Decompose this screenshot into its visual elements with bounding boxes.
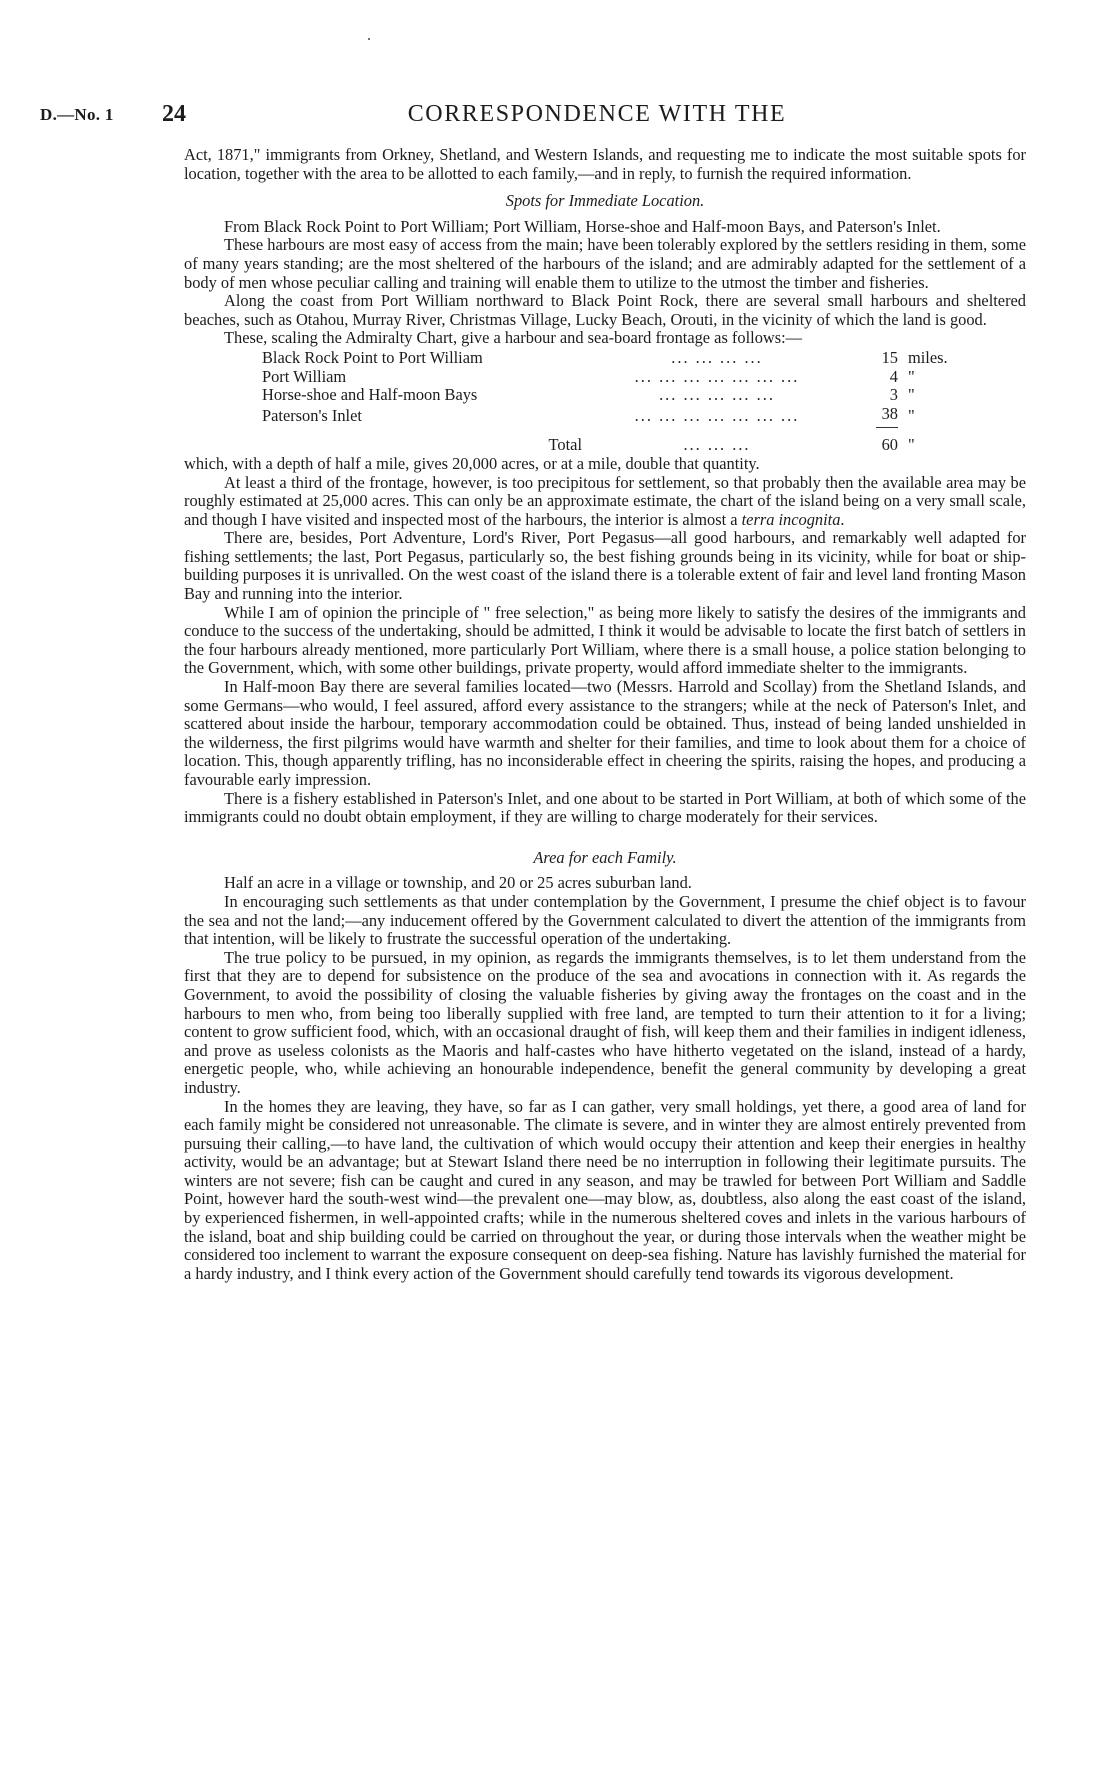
paragraph-free-selection: While I am of opinion the principle of " free selection," as being more likely to satisfy the desires of the immigrants and conduce to the success of the undertaking, should be admitted, I think it would be advisable to locate the first batch of settlers in the four harbours already mentioned, more particularly Port William, where there is a small house, a police station belonging to the Government, which, with some other buildings, private property, would afford immediate shelter to the immigrants. <box>184 602 1026 678</box>
running-title: CORRESPONDENCE WITH THE <box>407 101 787 127</box>
frontage-table <box>262 349 978 455</box>
leader-dots: ... ... ... ... ... ... ... <box>634 406 800 426</box>
table-row <box>262 349 978 368</box>
estimate-text: At least a third of the frontage, however, is too precipitous for settlement, so that probably then the available area may be roughly estimated at 25,000 acres. This can only be an approximate estimate, the chart of the island being on a very small scale, and though I have visited and inspected most of the harbours, the interior is almost a <box>184 472 1026 529</box>
leader-dots: ... ... ... ... ... <box>659 385 775 405</box>
unit-cell: " <box>908 385 915 405</box>
paragraph-half-moon-bay: In Half-moon Bay there are several families located—two (Messrs. Harrold and Scollay) from the Shetland Islands, and some Germans—who would, I feel assured, afford every assistance to the strangers; while at the neck of Paterson's Inlet, and scattered about inside the harbour, temporary accommodation could be obtained. Thus, instead of being landed unshielded in the wilderness, the first pilgrims would have warmth and shelter for their families, and time to look about them for a choice of location. This, though apparently trifling, has no inconsiderable effect in cheering the spirits, raising the hopes, and producing a favourable early impression. <box>184 677 1026 789</box>
miles-cell: 4 <box>889 366 898 386</box>
leader-dots: ... ... ... ... <box>671 347 763 367</box>
table-row <box>262 386 978 405</box>
document-reference: D.—No. 1 <box>40 105 114 124</box>
miles-cell: 15 <box>881 347 898 367</box>
total-miles: 60 <box>881 435 898 455</box>
table-row <box>262 405 978 429</box>
miles-cell <box>844 405 898 429</box>
leader-dots: ... ... ... <box>683 435 751 455</box>
page-header <box>0 101 1114 131</box>
paragraph-true-policy: The true policy to be pursued, in my opinion, as regards the immigrants themselves, is to let them understand from the first that they are to depend for subsistence on the produce of the sea and avocations in connection with it. As regards the Government, to avoid the possibility of closing the valuable fisheries by giving away the frontages on the coast and in the harbours to men who, from being too liberally supplied with free land, are tempted to turn their attention to it for a living; content to grow sufficient food, which, with an occasional draught of fish, will keep them and their families in indigent idleness, and prove as useless colonists as the Maoris and half-castes who have hitherto vegetated on the island, instead of a hardy, energetic people, who, while achieving an honourable independence, benefit the general community by developing a great industry. <box>184 947 1026 1097</box>
scan-mark <box>368 38 370 40</box>
place-cell: Horse-shoe and Half-moon Bays <box>262 385 478 405</box>
intro-paragraph: Act, 1871," immigrants from Orkney, Shetland, and Western Islands, and requesting me to indicate the most suitable spots for location, together with the area to be allotted to each family,—and in reply, to furnish the required information. <box>184 145 1026 183</box>
paragraph-coast: Along the coast from Port William northward to Black Point Rock, there are several small harbours and sheltered beaches, such as Otahou, Murray River, Christmas Village, Lucky Beach, Orouti, in the vicinity of which the land is good. <box>184 291 1026 329</box>
paragraph-locations: From Black Rock Point to Port William; Port William, Horse-shoe and Half-moon Bays, and Paterson's Inlet. <box>224 216 941 236</box>
place-cell: Paterson's Inlet <box>262 406 362 426</box>
miles-cell: 3 <box>889 385 898 405</box>
miles-value: 38 <box>881 403 898 423</box>
paragraph-acre-allotment: Half an acre in a village or township, and 20 or 25 acres suburban land. <box>224 873 692 893</box>
paragraph-fishery: There is a fishery established in Paterson's Inlet, and one about to be started in Port William, at both of which some of the immigrants could no doubt obtain employment, if they are willing to charge moderately for their services. <box>184 788 1026 827</box>
table-row <box>262 368 978 387</box>
leader-dots: ... ... ... ... ... ... ... <box>634 366 800 386</box>
total-row <box>262 428 978 455</box>
unit-cell: miles. <box>908 347 948 367</box>
page-body <box>184 146 1026 1283</box>
page-number: 24 <box>162 101 186 127</box>
paragraph-government-object: In encouraging such settlements as that under contemplation by the Government, I presume the chief object is to favour the sea and not the land;—any inducement offered by the Government calculated to divert the attention of the immigrants from that intention, will be likely to frustrate the successful operation of the undertaking. <box>184 891 1026 949</box>
unit-cell: " <box>908 366 915 386</box>
estimate-end: . <box>840 509 845 529</box>
paragraph-frontage-intro: These, scaling the Admiralty Chart, give a harbour and sea-board frontage as follows:— <box>224 328 803 348</box>
unit-cell: " <box>908 435 915 455</box>
section-heading-spots: Spots for Immediate Location. <box>505 191 705 211</box>
paragraph-acreage: which, with a depth of half a mile, gives 20,000 acres, or at a mile, double that quantity. <box>184 453 760 473</box>
paragraph-estimate <box>184 474 1026 530</box>
latin-phrase: terra incognita <box>741 509 841 529</box>
place-cell: Black Rock Point to Port William <box>262 347 483 367</box>
section-heading-area: Area for each Family. <box>533 847 677 867</box>
paragraph-homes: In the homes they are leaving, they have, so far as I can gather, very small holdings, yet there, a good area of land for each family might be considered not unreasonable. The climate is severe, and in winter they are almost entirely prevented from pursuing their calling,—to have land, the cultivation of which would occupy their attention and keep their energies in healthy activity, would be an advantage; but at Stewart Island there need be no interruption in following their legitimate pursuits. The winters are not severe; fish can be caught and cured in any season, and may be trawled for between Port William and Saddle Point, however hard the south-west wind—the prevalent one—may blow, as, doubtless, also along the east coast of the island, by experienced fishermen, in well-appointed crafts; while in the numerous sheltered coves and inlets in the various harbours of the island, boat and ship building could be carried on throughout the year, or during those intervals when the weather might be considered too inclement to warrant the exposure consequent on deep-sea fishing. Nature has lavishly furnished the material for a hardy industry, and I think every action of the Government should carefully tend towards its vigorous development. <box>184 1096 1026 1283</box>
unit-cell: " <box>908 406 915 426</box>
paragraph-other-harbours: There are, besides, Port Adventure, Lord's River, Port Pegasus—all good harbours, and remarkably well adapted for fishing settlements; the last, Port Pegasus, particularly so, the best fishing grounds being in its vicinity, while for boat or ship-building purposes it is unrivalled. On the west coast of the island there is a tolerable extent of fair and level land fronting Mason Bay and running into the interior. <box>184 528 1026 604</box>
place-cell: Port William <box>262 366 347 386</box>
paragraph-harbours: These harbours are most easy of access from the main; have been tolerably explored by the settlers residing in them, some of many years standing; are the most sheltered of the harbours of the island; and are admirably adapted for the settlement of a body of men whose peculiar calling and training will enable them to utilize to the utmost the timber and fisheries. <box>184 235 1026 292</box>
total-label: Total <box>548 435 582 455</box>
